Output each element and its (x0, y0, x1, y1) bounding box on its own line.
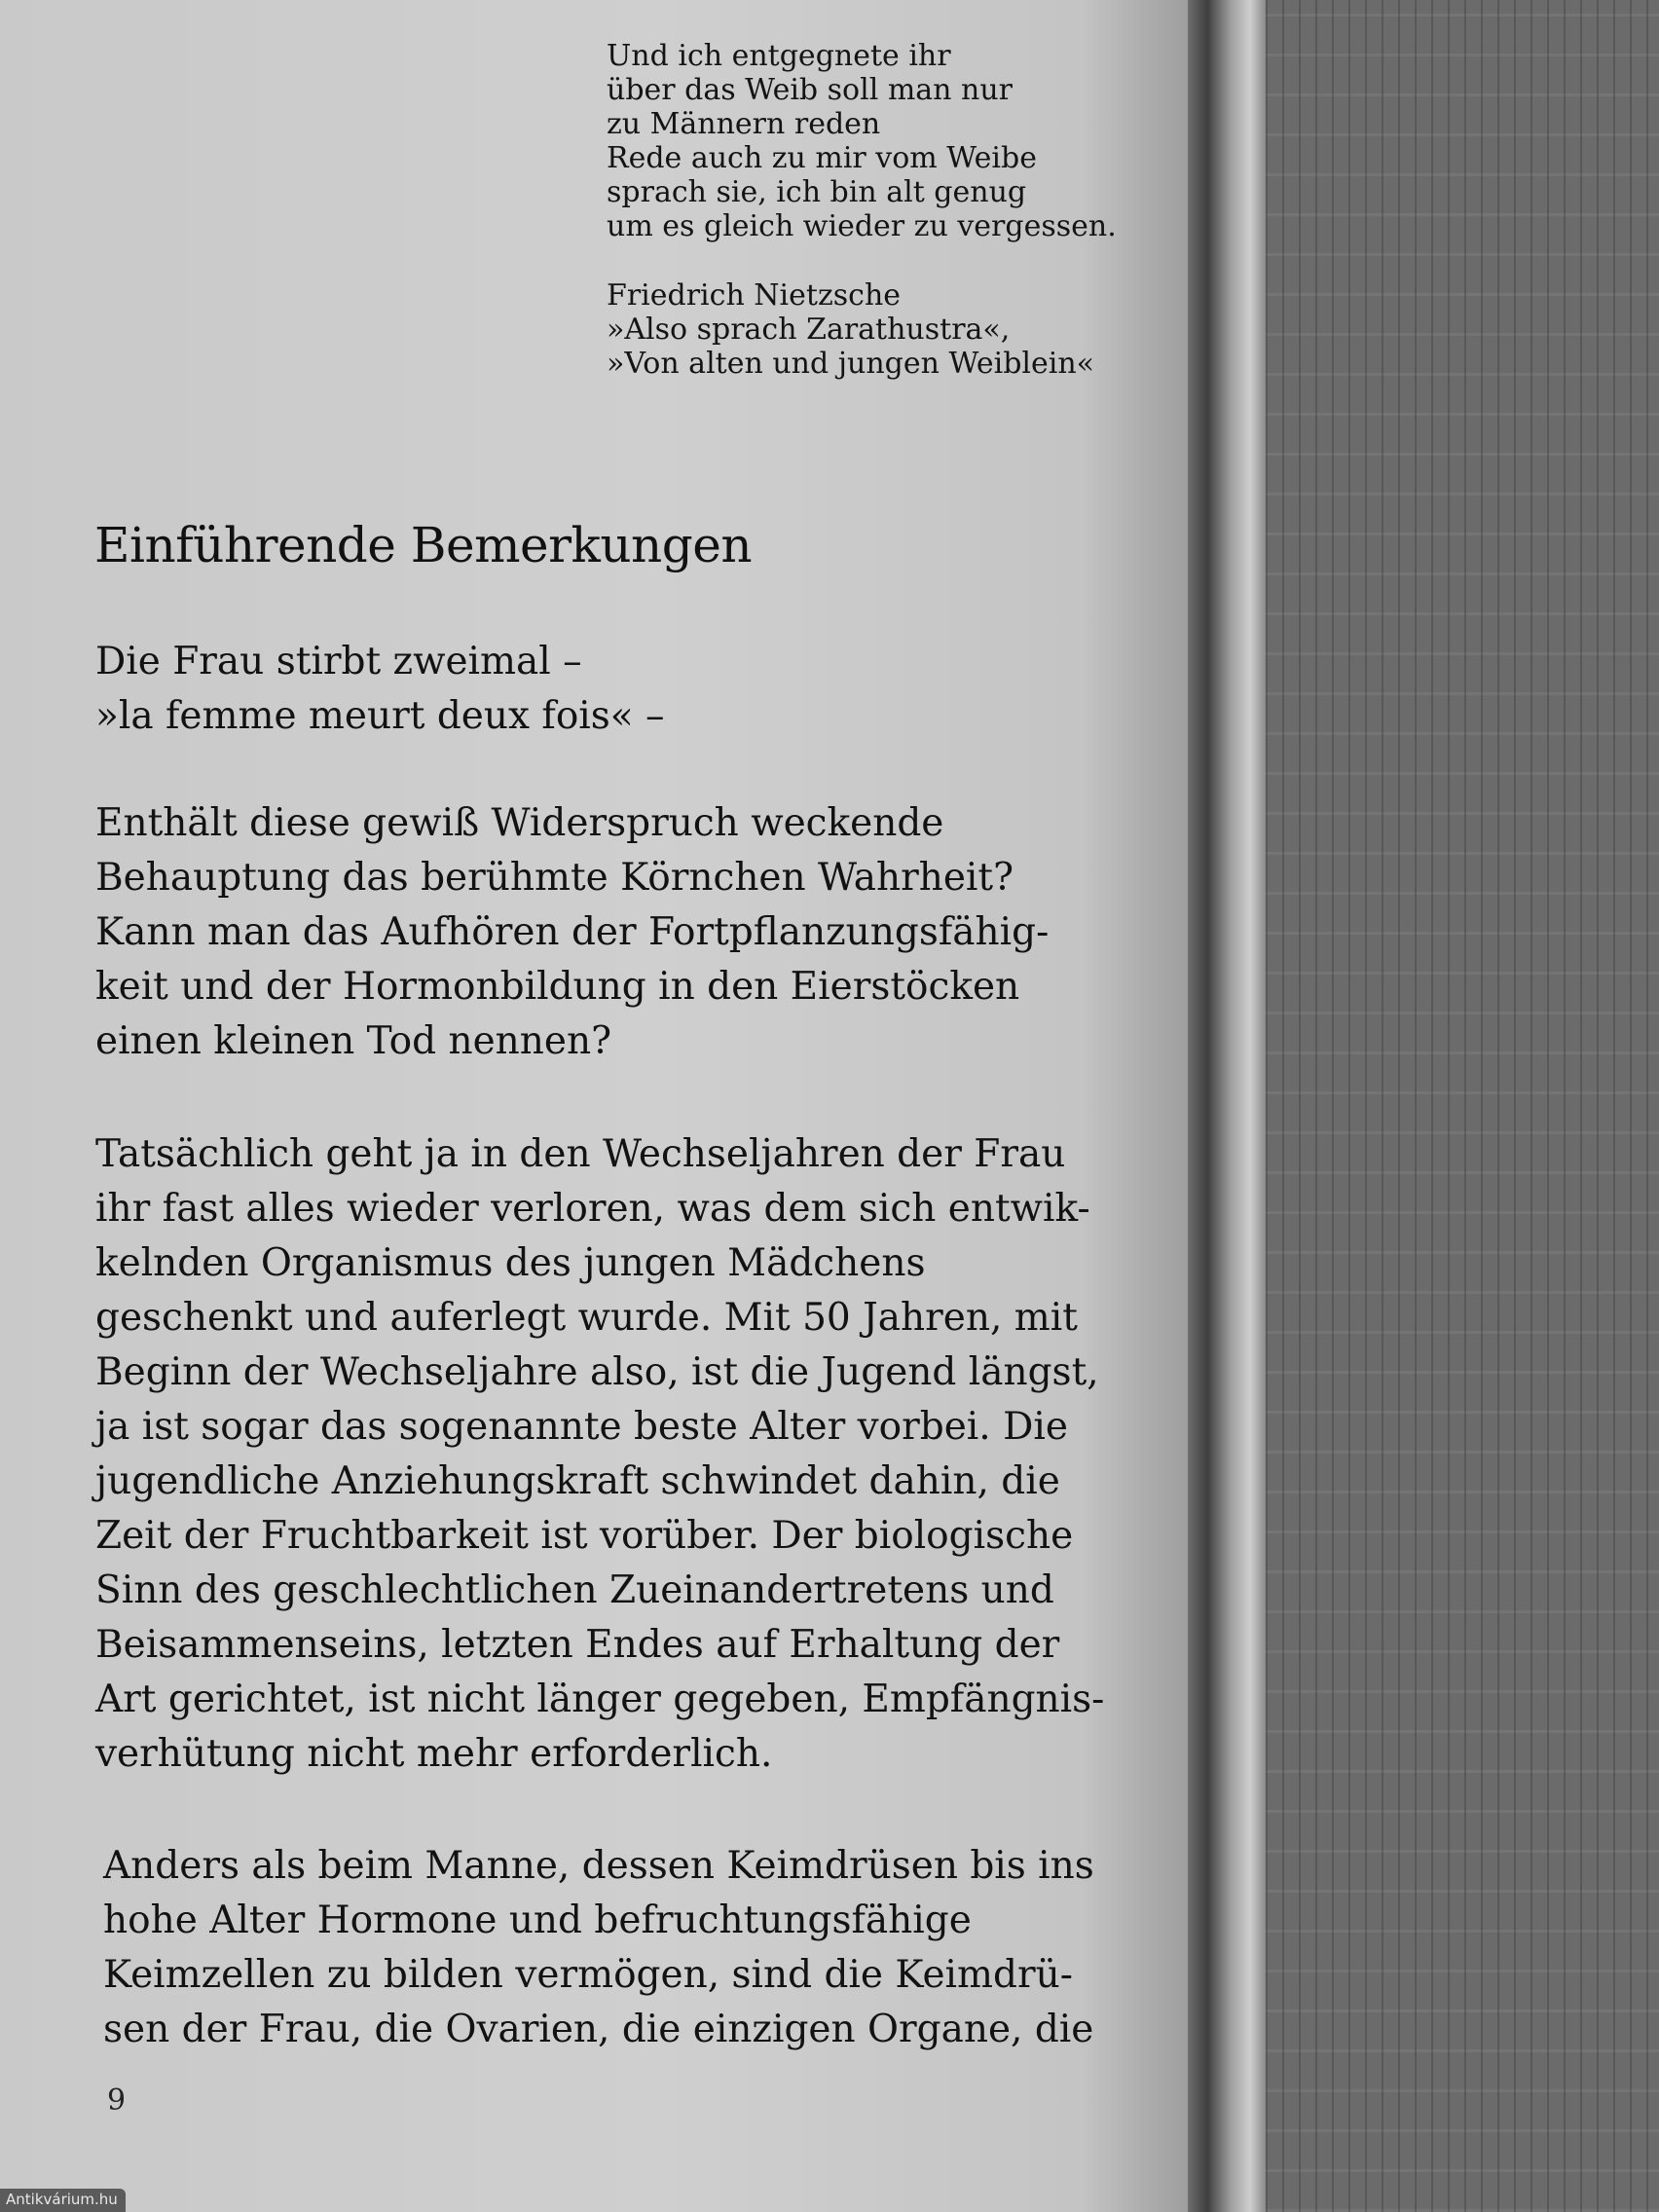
epigraph-source-chapter: »Von alten und jungen Weiblein« (607, 347, 1095, 381)
paragraph-2 (95, 1127, 1104, 1782)
text-line: »la femme meurt deux fois« – (95, 694, 665, 738)
text-line: Tatsächlich geht ja in den Wechseljahren der Frau (95, 1132, 1066, 1176)
site-watermark: Antikvárium.hu (0, 2189, 126, 2212)
epigraph-line: um es gleich wieder zu vergessen. (607, 209, 1117, 243)
epigraph (607, 39, 1117, 381)
epigraph-line: Rede auch zu mir vom Weibe (607, 141, 1037, 175)
text-line: Sinn des geschlechtlichen Zueinandertretens und (95, 1568, 1054, 1612)
text-line: geschenkt und auferlegt wurde. Mit 50 Jahren, mit (95, 1296, 1078, 1340)
background-surface (1266, 0, 1659, 2212)
epigraph-spacer (607, 243, 1113, 278)
text-line: Keimzellen zu bilden vermögen, sind die Keimdrü- (103, 1953, 1073, 1997)
book-spine (1188, 0, 1266, 2212)
epigraph-author: Friedrich Nietzsche (607, 278, 902, 313)
text-line: Die Frau stirbt zweimal – (95, 640, 582, 683)
epigraph-line: zu Männern reden (607, 107, 881, 141)
paragraph-1 (95, 796, 1049, 1069)
intro-lines (95, 635, 665, 744)
text-line: keit und der Hormonbildung in den Eierstöcken (95, 965, 1020, 1009)
text-line: Beginn der Wechseljahre also, ist die Jugend längst, (95, 1350, 1099, 1394)
text-line: kelnden Organismus des jungen Mädchens (95, 1241, 926, 1285)
text-line: Kann man das Aufhören der Fortpflanzungsfähig- (95, 910, 1050, 954)
text-line: Beisammenseins, letzten Endes auf Erhaltung der (95, 1623, 1060, 1667)
text-line: ja ist sogar das sogenannte beste Alter vorbei. Die (95, 1405, 1068, 1449)
text-line: Art gerichtet, ist nicht länger gegeben, Empfängnis- (95, 1677, 1105, 1721)
text-line: sen der Frau, die Ovarien, die einzigen Organe, die (103, 2008, 1094, 2051)
text-line: Behauptung das berühmte Körnchen Wahrheit? (95, 856, 1014, 900)
text-line: Anders als beim Manne, dessen Keimdrüsen bis ins (103, 1844, 1094, 1888)
text-line: Enthält diese gewiß Widerspruch weckende (95, 801, 944, 845)
epigraph-line: über das Weib soll man nur (607, 73, 1014, 107)
page-number: 9 (107, 2083, 127, 2118)
text-line: jugendliche Anziehungskraft schwindet dahin, die (95, 1459, 1060, 1503)
chapter-heading: Einführende Bemerkungen (94, 517, 753, 573)
epigraph-line: sprach sie, ich bin alt genug (607, 175, 1027, 209)
text-line: Zeit der Fruchtbarkeit ist vorüber. Der biologische (95, 1514, 1074, 1558)
text-line: hohe Alter Hormone und befruchtungsfähige (103, 1899, 972, 1942)
epigraph-line: Und ich entgegnete ihr (607, 39, 951, 73)
text-line: einen kleinen Tod nennen? (95, 1019, 612, 1063)
text-line: verhütung nicht mehr erforderlich. (95, 1732, 773, 1776)
epigraph-source: »Also sprach Zarathustra«, (607, 313, 1011, 347)
paragraph-3 (103, 1839, 1094, 2057)
text-line: ihr fast alles wieder verloren, was dem sich entwik- (95, 1187, 1090, 1231)
